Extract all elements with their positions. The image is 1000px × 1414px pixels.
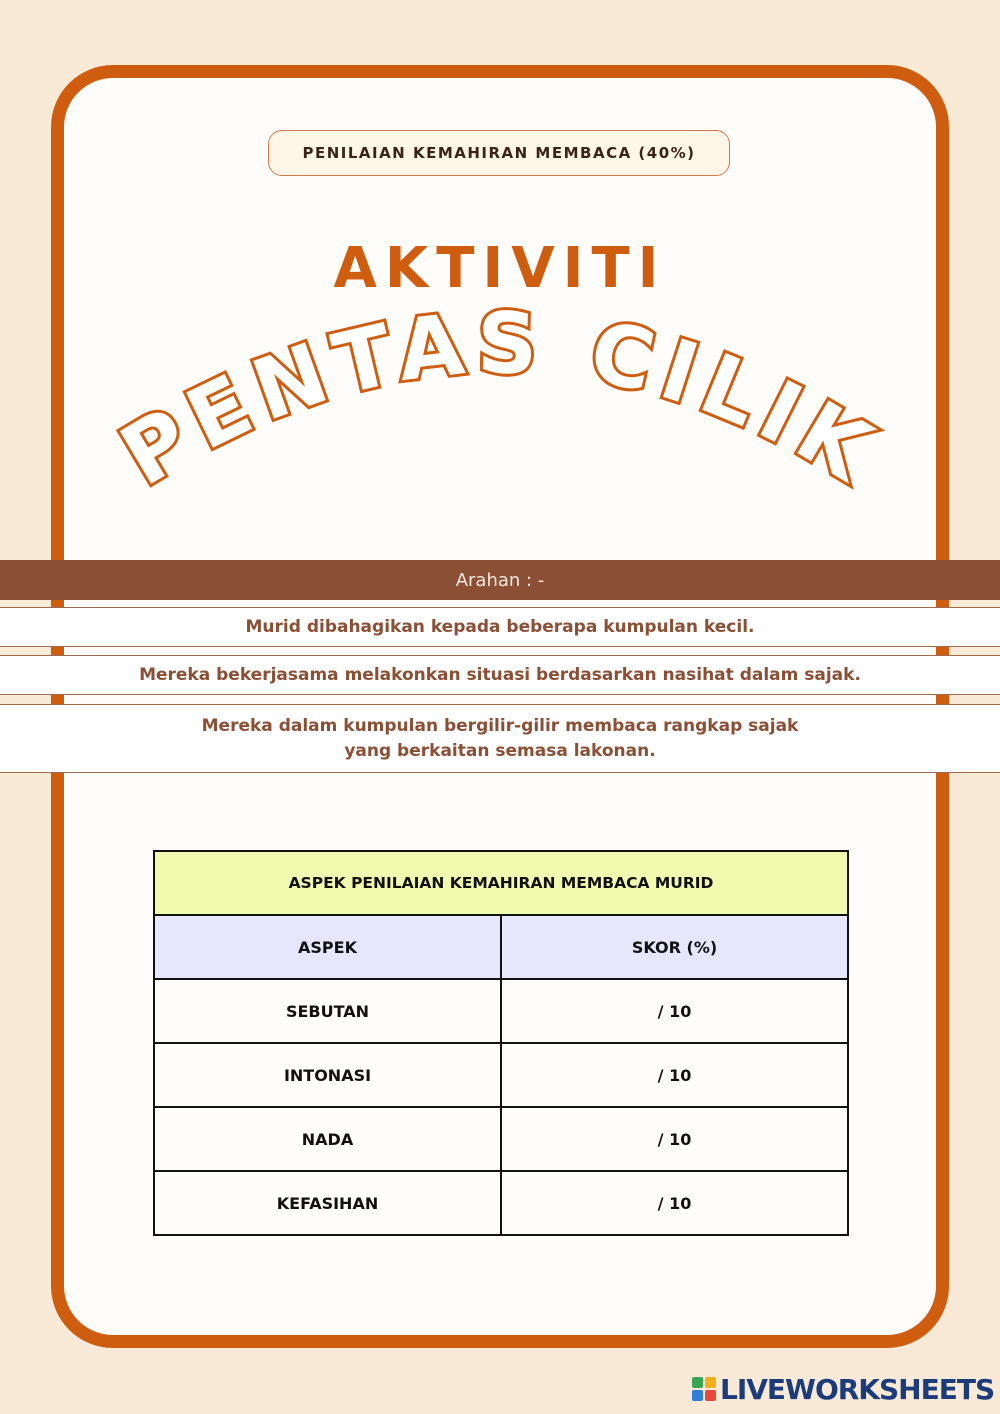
instruction-text-3b: yang berkaitan semasa lakonan.	[344, 740, 656, 761]
instruction-text-3a: Mereka dalam kumpulan bergilir-gilir membaca rangkap sajak	[201, 715, 799, 736]
table-row	[154, 1107, 848, 1171]
table-title: ASPEK PENILAIAN KEMAHIRAN MEMBACA MURID	[154, 851, 848, 915]
title-pentas-cilik-path: PENTAS CILIK	[104, 293, 896, 505]
liveworksheets-logo[interactable]	[692, 1374, 994, 1404]
table-row	[154, 979, 848, 1043]
cell-skor[interactable]: / 10	[501, 1171, 848, 1235]
column-header-aspek: ASPEK	[154, 915, 501, 979]
instruction-item-1	[0, 607, 1000, 647]
instructions-heading: Arahan : -	[455, 569, 545, 591]
instruction-text-2: Mereka bekerjasama melakonkan situasi berdasarkan nasihat dalam sajak.	[139, 664, 861, 685]
cell-skor[interactable]: / 10	[501, 1107, 848, 1171]
table-title-row	[154, 851, 848, 915]
instruction-text-1: Murid dibahagikan kepada beberapa kumpulan kecil.	[245, 616, 755, 637]
table-row	[154, 1043, 848, 1107]
cell-skor[interactable]: / 10	[501, 1043, 848, 1107]
cell-skor[interactable]: / 10	[501, 979, 848, 1043]
title-art	[0, 200, 1000, 520]
table-row	[154, 1171, 848, 1235]
instruction-item-3	[0, 704, 1000, 773]
cell-aspek: INTONASI	[154, 1043, 501, 1107]
assessment-table	[153, 850, 849, 1236]
assessment-badge-label: PENILAIAN KEMAHIRAN MEMBACA (40%)	[302, 144, 696, 162]
cell-aspek: NADA	[154, 1107, 501, 1171]
title-aktiviti: AKTIVITI	[333, 236, 667, 301]
liveworksheets-mark-icon	[692, 1377, 718, 1401]
cell-aspek: SEBUTAN	[154, 979, 501, 1043]
liveworksheets-wordmark: LIVEWORKSHEETS	[720, 1372, 995, 1406]
title-pentas-cilik	[105, 294, 895, 505]
column-header-skor: SKOR (%)	[501, 915, 848, 979]
instructions-heading-bar	[0, 560, 1000, 600]
table-header-row	[154, 915, 848, 979]
assessment-badge	[268, 130, 730, 176]
cell-aspek: KEFASIHAN	[154, 1171, 501, 1235]
instruction-item-2	[0, 655, 1000, 695]
